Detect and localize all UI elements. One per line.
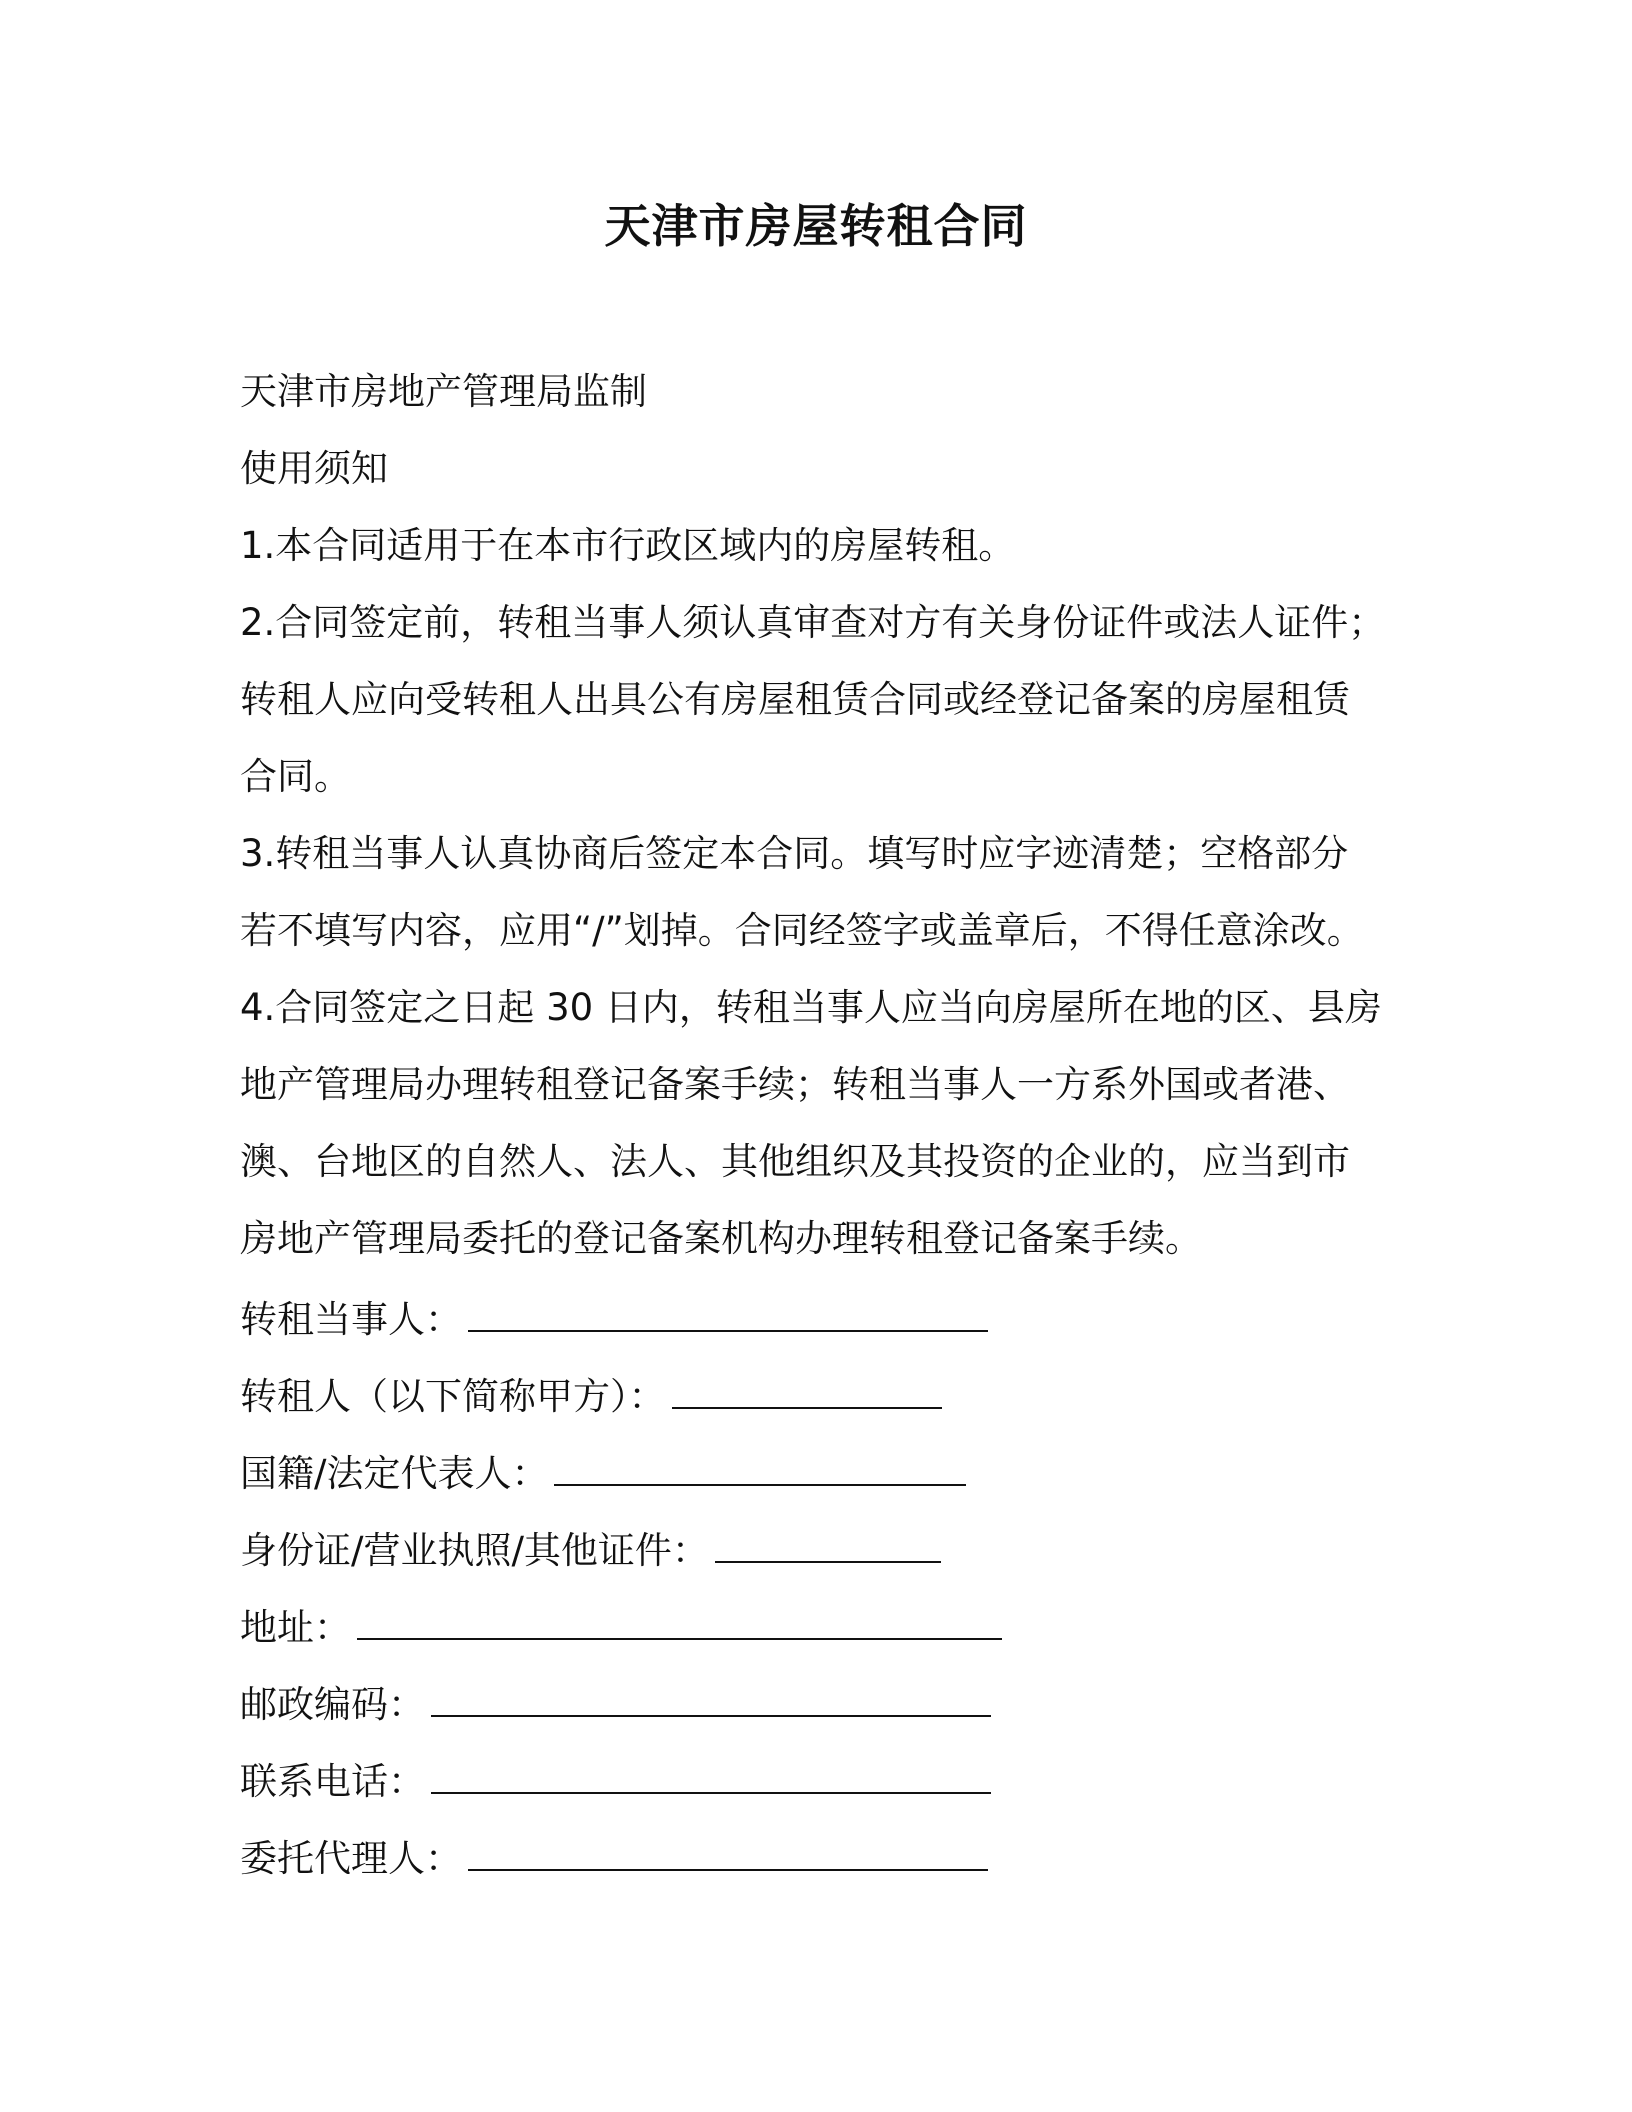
notice-heading: 使用须知 — [240, 447, 388, 490]
notice-line: 合同。 — [240, 755, 351, 798]
field-label: 委托代理人： — [240, 1837, 462, 1880]
supervisor-line: 天津市房地产管理局监制 — [240, 370, 647, 413]
notice-line: 转租人应向受转租人出具公有房屋租赁合同或经登记备案的房屋租赁 — [240, 678, 1350, 721]
blank-fill-line[interactable] — [431, 1758, 991, 1794]
notice-line: 澳、台地区的自然人、法人、其他组织及其投资的企业的，应当到市 — [240, 1140, 1350, 1183]
form-field-postal-code — [240, 1680, 991, 1730]
blank-fill-line[interactable] — [468, 1296, 988, 1332]
notice-line: 2.合同签定前，转租当事人须认真审查对方有关身份证件或法人证件； — [240, 601, 1386, 644]
document-title: 天津市房屋转租合同 — [604, 199, 1028, 253]
blank-fill-line[interactable] — [468, 1835, 988, 1871]
field-label: 转租当事人： — [240, 1298, 462, 1341]
field-label: 联系电话： — [240, 1760, 425, 1803]
notice-line: 若不填写内容，应用“/”划掉。合同经签字或盖章后，不得任意涂改。 — [240, 909, 1364, 952]
field-label: 邮政编码： — [240, 1683, 425, 1726]
form-field-agent — [240, 1834, 988, 1884]
notice-line: 房地产管理局委托的登记备案机构办理转租登记备案手续。 — [240, 1217, 1202, 1260]
blank-fill-line[interactable] — [715, 1527, 941, 1563]
form-field-id-license — [240, 1526, 941, 1576]
blank-fill-line[interactable] — [672, 1373, 942, 1409]
field-label: 国籍/法定代表人： — [240, 1452, 549, 1495]
notice-line: 地产管理局办理转租登记备案手续；转租当事人一方系外国或者港、 — [240, 1063, 1350, 1106]
form-field-nationality-representative — [240, 1449, 966, 1499]
form-field-party-a — [240, 1372, 942, 1422]
blank-fill-line[interactable] — [357, 1604, 1002, 1640]
field-label: 身份证/营业执照/其他证件： — [240, 1529, 709, 1572]
notice-line: 3.转租当事人认真协商后签定本合同。填写时应字迹清楚；空格部分 — [240, 832, 1349, 875]
form-field-phone — [240, 1757, 991, 1807]
form-field-sublease-parties — [240, 1295, 988, 1345]
notice-line: 1.本合同适用于在本市行政区域内的房屋转租。 — [240, 524, 1016, 567]
blank-fill-line[interactable] — [554, 1450, 966, 1486]
field-label: 转租人（以下简称甲方）： — [240, 1375, 666, 1418]
form-field-address — [240, 1603, 1002, 1653]
blank-fill-line[interactable] — [431, 1681, 991, 1717]
notice-line: 4.合同签定之日起 30 日内，转租当事人应当向房屋所在地的区、县房 — [240, 986, 1382, 1029]
field-label: 地址： — [240, 1606, 351, 1649]
